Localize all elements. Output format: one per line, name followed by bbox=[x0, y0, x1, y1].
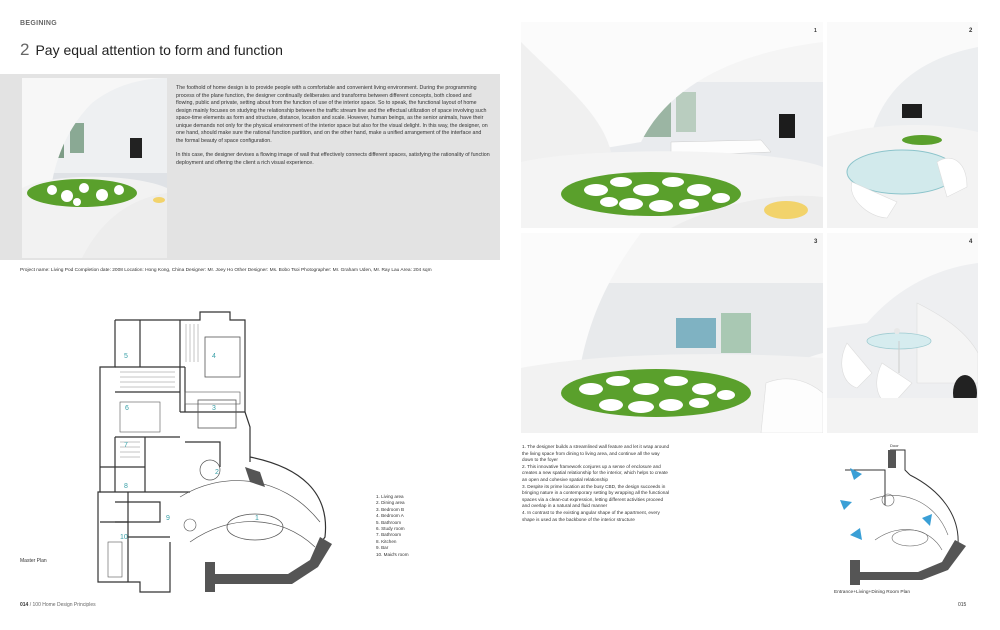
room-number: 5 bbox=[124, 353, 128, 360]
interior-photo-2 bbox=[827, 22, 978, 228]
master-floor-plan bbox=[20, 292, 360, 597]
legend-item: 3. Bedroom B bbox=[376, 506, 405, 512]
photo-dining-chairs bbox=[827, 233, 978, 433]
legend-item: 4. Bedroom A bbox=[376, 513, 404, 519]
photo-number: 2 bbox=[969, 28, 973, 34]
room-number: 8 bbox=[124, 483, 128, 490]
photo-living-room bbox=[521, 22, 823, 228]
right-page-number: 015 bbox=[958, 602, 967, 608]
book-title: 100 Home Design Principles bbox=[32, 602, 96, 608]
room-number: 7 bbox=[124, 442, 128, 449]
door-label: Door bbox=[890, 443, 899, 448]
photo-captions bbox=[522, 444, 670, 523]
body-paragraph: In this case, the designer devises a flowing image of wall that effectively connects different spaces, satisfying the rationality of function deployment and offering the client a rich visual experience. bbox=[176, 152, 490, 166]
body-paragraph: The foothold of home design is to provide people with a comfortable and convenient living environment. During the programming process of the plane function, the designer continually deliberates and transforms between different concepts, both closed and flowing, public and private, setting about from the function of use of the interior space. So to speak, the functional layout of home design mainly focuses on studying the relationship between the traffic stream line and the effectual utilization of space involving such space-time elements as form and structure, distance, location and scale. However, human beings, as the senior animals, have their unique demands not only for the physical environment of the interior space but also for the visual delight. In this way, the designer, on one hand, should make sure the rational function partition, and on the other hand, make a unified arrangement of the interface and the formal beauty of space configuration. bbox=[176, 85, 488, 144]
room-number: 1 bbox=[255, 515, 259, 522]
entrance-plan-drawing bbox=[830, 440, 978, 585]
intro-photo bbox=[22, 78, 167, 258]
room-number: 10 bbox=[120, 534, 128, 541]
photo-living-wall bbox=[521, 233, 823, 433]
photo-dining-area bbox=[827, 22, 978, 228]
caption: 2. This innovative framework conjures up a sense of enclosure and creates a new spatial relationship for the interior, which helps to create an open and cohesive spatial relationship bbox=[522, 463, 668, 482]
legend-item: 10. Maid's room bbox=[376, 551, 409, 557]
room-number: 4 bbox=[212, 353, 216, 360]
room-number: 2 bbox=[215, 469, 219, 476]
legend-item: 2. Dining area bbox=[376, 500, 405, 506]
caption: 1. The designer builds a streamlined wall feature and let it wrap around the living space from dining to living area, and continue all the way down to the foyer bbox=[522, 444, 670, 463]
interior-photo-3 bbox=[521, 233, 823, 433]
master-plan-label: Master Plan bbox=[20, 558, 47, 564]
photo-number: 4 bbox=[969, 239, 973, 245]
photo-number: 3 bbox=[814, 239, 818, 245]
plan-legend bbox=[376, 494, 409, 558]
heading-number: 2 bbox=[20, 40, 30, 59]
legend-item: 6. Study room bbox=[376, 526, 405, 532]
room-number: 6 bbox=[125, 405, 129, 412]
interior-photo-1 bbox=[521, 22, 823, 228]
section-label: BEGINING bbox=[20, 20, 58, 27]
legend-item: 7. Bathroom bbox=[376, 532, 402, 538]
heading-title: Pay equal attention to form and function bbox=[35, 42, 283, 58]
legend-item: 9. Bar bbox=[376, 545, 389, 551]
room-number: 3 bbox=[212, 405, 216, 412]
legend-item: 5. Bathroom bbox=[376, 519, 402, 525]
page-heading bbox=[20, 40, 283, 60]
photo-number: 1 bbox=[814, 28, 817, 34]
interior-photo-4 bbox=[827, 233, 978, 433]
body-text bbox=[176, 85, 490, 174]
room-number: 9 bbox=[166, 515, 170, 522]
project-info: Project name: Living Pod Completion date: 2008 Location: Hong Kong, China Designer: Mr. Joey Ho Other Designer: Ms. Bobo Tsoi Photographer: Mr. Graham Uden, Mr. Ray Lau Area: 204 sqm bbox=[20, 268, 432, 273]
legend-item: 1. Living area bbox=[376, 494, 404, 499]
master-plan-drawing bbox=[20, 292, 360, 597]
legend-item: 8. Kitchen bbox=[376, 538, 397, 544]
left-page-footer: 014 / 100 Home Design Principles bbox=[20, 602, 96, 608]
caption: 4. In contrast to the existing angular shape of the apartment, every shape is used as the backbone of the interior structure bbox=[522, 509, 660, 522]
intro-photo-image bbox=[22, 78, 167, 258]
caption: 3. Despite its prime location at the busy CBD, the design succeeds in bringing nature in a contemporary setting by wrapping all the functional spaces via a clean-cut expression, letting different activities proceed and overlap in a natural and fluid manner bbox=[522, 483, 669, 509]
entrance-plan-label: Entrance+Living+Dining Room Plan bbox=[834, 590, 910, 595]
left-page-number: 014 bbox=[20, 602, 29, 608]
entrance-living-dining-plan bbox=[830, 440, 978, 585]
